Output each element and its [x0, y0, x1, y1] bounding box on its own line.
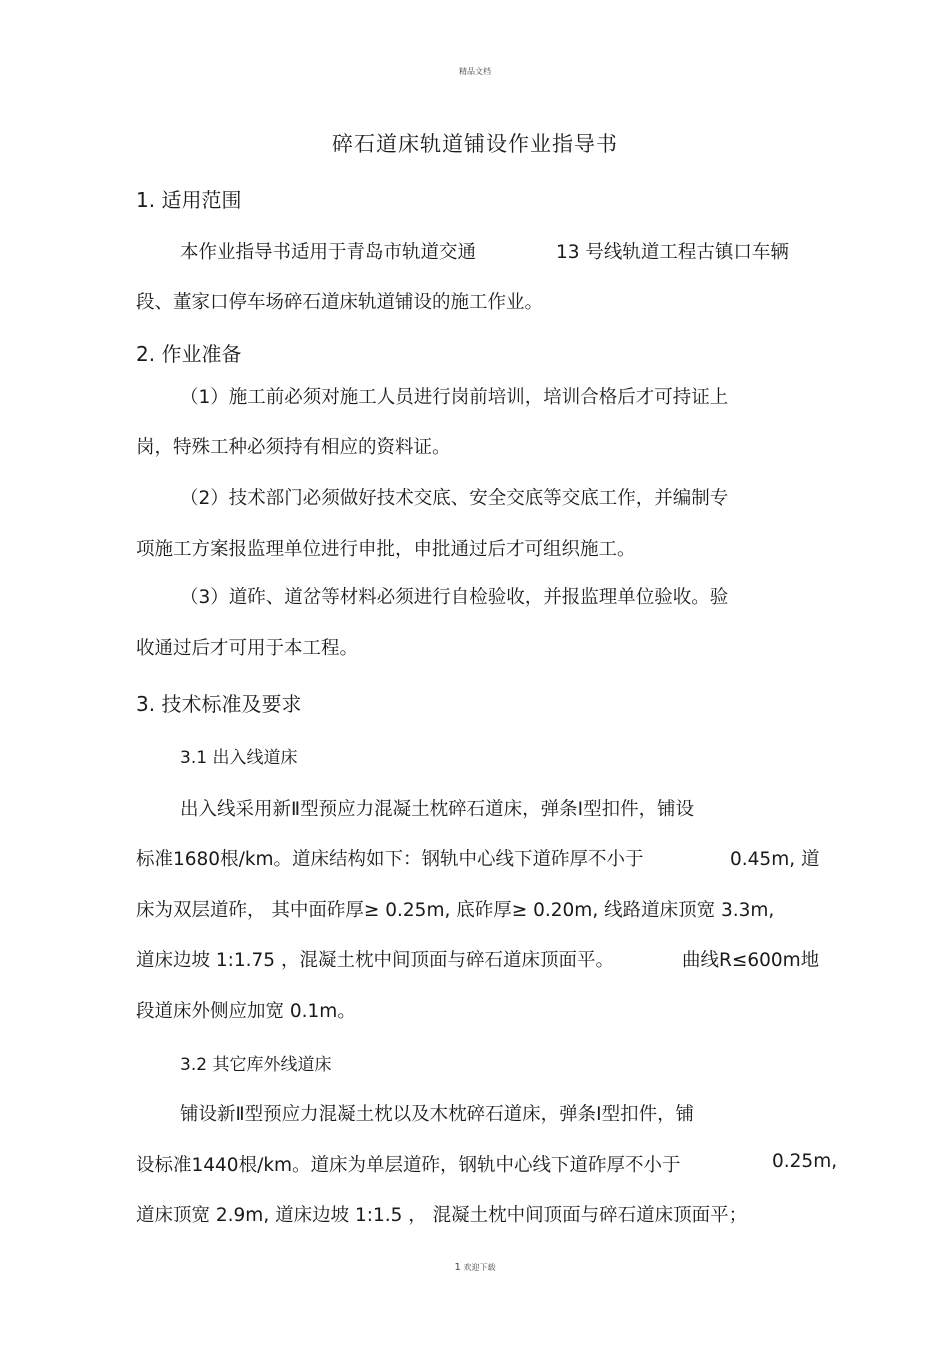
page-header: 精品文档	[459, 67, 491, 76]
s2-para-3a: （3）道砟、道岔等材料必须进行自检验收，并报监理单位验收。验	[180, 587, 729, 608]
s31-line-3: 床为双层道砟， 其中面砟厚≥ 0.25m, 底砟厚≥ 0.20m, 线路道床顶宽 3.3m,	[136, 900, 775, 921]
s1-line-2: 段、董家口停车场碎石道床轨道铺设的施工作业。	[136, 292, 544, 313]
subsection-3-2-heading: 3.2 其它库外线道床	[180, 1055, 332, 1075]
section-3-heading: 3. 技术标准及要求	[136, 692, 302, 716]
s31-line-1: 出入线采用新Ⅱ型预应力混凝土枕碎石道床，弹条Ⅰ型扣件，铺设	[180, 799, 695, 820]
s2-para-1b: 岗，特殊工种必须持有相应的资料证。	[136, 437, 451, 458]
s31-line-2a: 标准1680根/km。道床结构如下：钢轨中心线下道砟厚不小于	[136, 849, 644, 870]
s1-line-1b: 13 号线轨道工程古镇口车辆	[556, 242, 789, 263]
s31-line-4a: 道床边坡 1:1.75 ，混凝土枕中间顶面与碎石道床顶面平。	[136, 950, 614, 971]
s2-para-2b: 项施工方案报监理单位进行申批，申批通过后才可组织施工。	[136, 539, 636, 560]
s32-line-2a: 设标准1440根/km。道床为单层道砟，钢轨中心线下道砟厚不小于	[136, 1155, 681, 1176]
page-footer	[0, 1262, 950, 1273]
s2-para-2a: （2）技术部门必须做好技术交底、安全交底等交底工作，并编制专	[180, 488, 729, 509]
s31-line-4b: 曲线R≤600m地	[682, 950, 820, 971]
section-2-heading: 2. 作业准备	[136, 342, 242, 366]
s31-line-5: 段道床外侧应加宽 0.1m。	[136, 1001, 356, 1022]
s32-line-3: 道床顶宽 2.9m, 道床边坡 1:1.5 ， 混凝土枕中间顶面与碎石道床顶面平；	[136, 1205, 748, 1226]
s2-para-3b: 收通过后才可用于本工程。	[136, 638, 359, 659]
footer-text: 欢迎下载	[463, 1263, 496, 1272]
s2-para-1a: （1）施工前必须对施工人员进行岗前培训，培训合格后才可持证上	[180, 387, 729, 408]
section-1-heading: 1. 适用范围	[136, 188, 242, 212]
s1-line-1a: 本作业指导书适用于青岛市轨道交通	[180, 242, 477, 263]
page-number: 1	[454, 1262, 461, 1273]
subsection-3-1-heading: 3.1 出入线道床	[180, 748, 298, 768]
s32-line-2b: 0.25m,	[772, 1151, 838, 1172]
document-title: 碎石道床轨道铺设作业指导书	[332, 132, 618, 156]
s31-line-2b: 0.45m, 道	[730, 849, 820, 870]
s32-line-1: 铺设新Ⅱ型预应力混凝土枕以及木枕碎石道床，弹条Ⅰ型扣件，铺	[180, 1104, 695, 1125]
